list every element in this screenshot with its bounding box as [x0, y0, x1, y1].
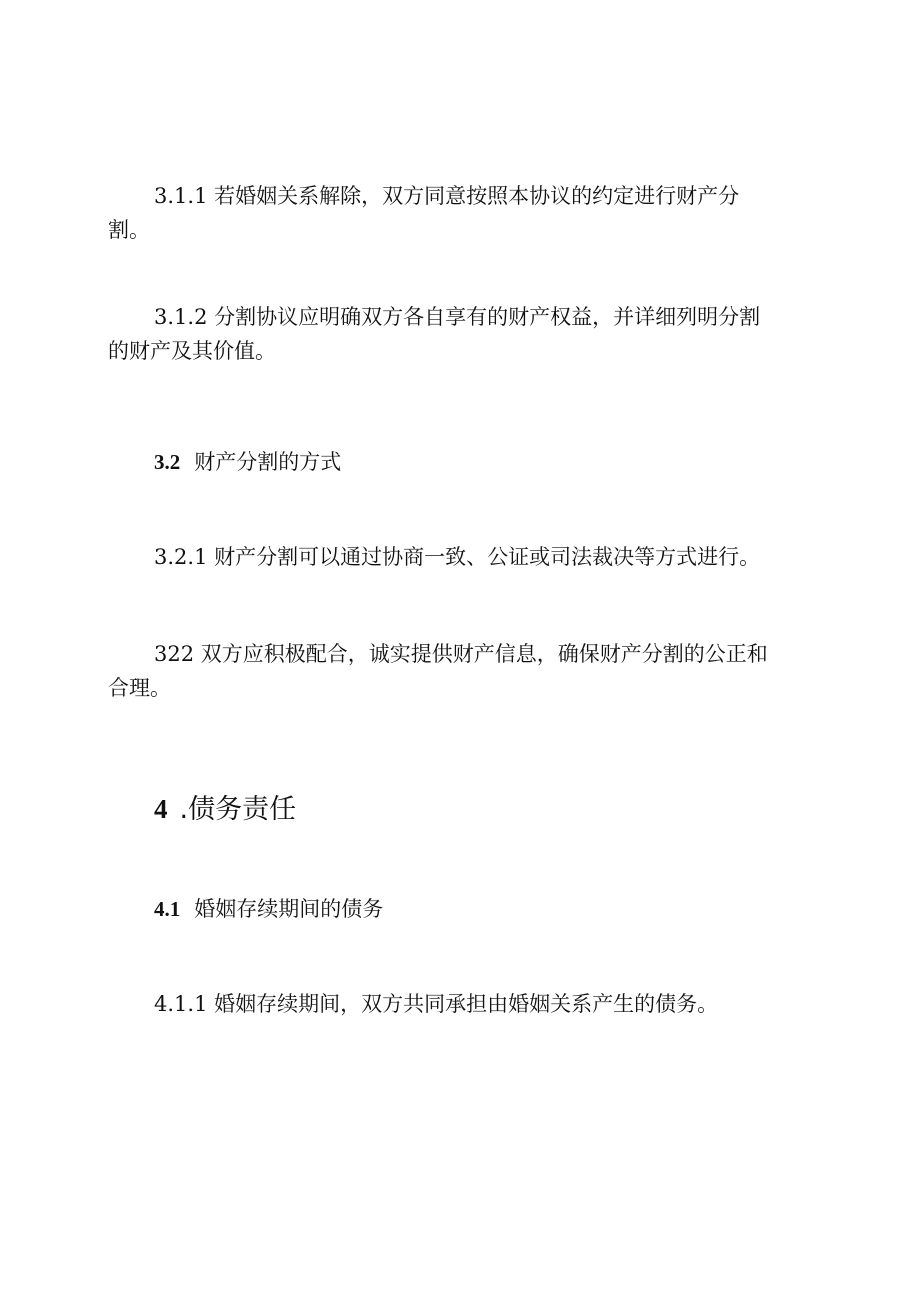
paragraph-line: 的财产及其价值。 [108, 339, 276, 363]
paragraph-line: 3.2.1 财产分割可以通过协商一致、公证或司法裁决等方式进行。 [154, 545, 761, 569]
paragraph-line: 322 双方应积极配合，诚实提供财产信息，确保财产分割的公正和 [154, 642, 768, 666]
paragraph [108, 300, 828, 368]
paragraph-line: 3.1.2 分割协议应明确双方各自享有的财产权益，并详细列明分割 [154, 305, 761, 329]
section-title: .债务责任 [179, 794, 297, 825]
paragraph [108, 179, 828, 247]
clause-3-1-1 [108, 179, 828, 247]
clause-4-1-1 [108, 987, 828, 1021]
section-number: 3.2 [154, 450, 181, 474]
section-title: 财产分割的方式 [194, 450, 342, 474]
clause-3-1-2 [108, 300, 828, 368]
section-title: 婚姻存续期间的债务 [194, 897, 384, 921]
paragraph-line: 割。 [108, 218, 150, 242]
clause-3-2-1 [108, 540, 828, 574]
clause-3-2-2 [108, 637, 828, 705]
paragraph [108, 987, 828, 1021]
paragraph [108, 540, 828, 574]
section-number: 4.1 [154, 897, 181, 921]
section-heading-4-1 [108, 894, 874, 924]
paragraph-line: 3.1.1 若婚姻关系解除，双方同意按照本协议的约定进行财产分 [154, 184, 740, 208]
section-heading-4 [108, 791, 874, 828]
paragraph-line: 4.1.1 婚姻存续期间，双方共同承担由婚姻关系产生的债务。 [154, 992, 719, 1016]
paragraph-line: 合理。 [108, 676, 171, 700]
paragraph [108, 637, 828, 705]
section-heading-3-2 [108, 447, 874, 477]
section-number: 4 [154, 794, 168, 824]
